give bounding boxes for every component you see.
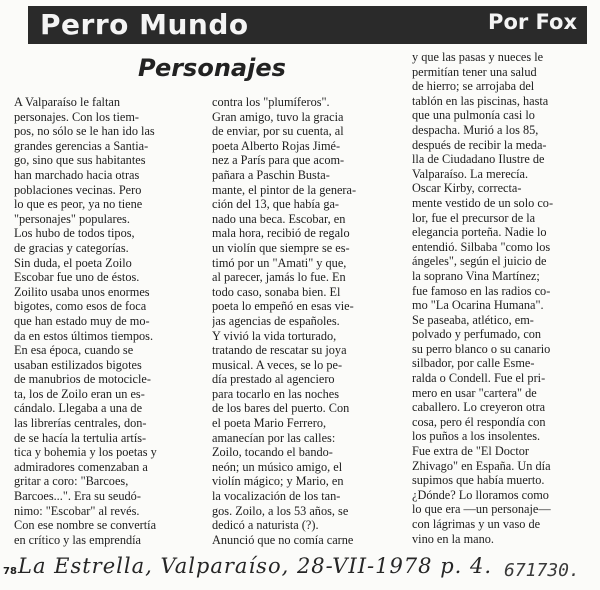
article-line: mante, el pintor de la genera- (212, 182, 357, 197)
section-banner (28, 6, 587, 44)
article-line: fue famoso en las radios co- (412, 283, 551, 298)
article-line: tica y bohemia y los poetas y (14, 445, 157, 460)
article-line: Gran amigo, tuvo la gracia (212, 109, 344, 124)
article-line: dedicó a naturista (?). (212, 518, 319, 533)
article-line: lo que era —un personaje— (412, 502, 551, 517)
article-line: con lágrimas y un vaso de (412, 517, 541, 531)
article-line: poeta lo empeñó en esas vie- (212, 299, 354, 314)
column-author: Por Fox (488, 10, 577, 34)
article-line: grandes gerencias a Santia- (14, 138, 149, 153)
article-line: todo caso, sonaba bien. El (212, 284, 341, 299)
article-line: al parecer, jamás lo fue. En (212, 270, 346, 285)
article-line: día prestado al agenciero (212, 372, 335, 387)
article-line: contra los "plumíferos". (212, 95, 330, 109)
article-line: ción del 13, que había ga- (212, 197, 340, 212)
article-line: lor, fue el precursor de la (412, 210, 536, 225)
article-line: ángeles", según el juicio de (412, 254, 547, 269)
article-line: da en estos últimos tiempos. (14, 328, 154, 343)
article-line: un violín que siempre se es- (212, 240, 350, 255)
article-line: tablón en las piscinas, hasta (412, 93, 549, 108)
article-heading: Personajes (138, 54, 286, 82)
article-line: permitían tener una salud (412, 64, 537, 79)
article-line: y que las pasas y nueces le (412, 50, 544, 64)
article-line: Zhivago" en España. Un día (412, 458, 551, 473)
article-line: mero en usar "cartera" de (412, 385, 537, 400)
article-column-3 (412, 50, 590, 546)
handwritten-source-note: La Estrella, Valparaíso, 28-VII-1978 p. 4. (18, 554, 493, 578)
article-line: Se paseaba, atlético, em- (412, 312, 534, 327)
article-line: Oscar Kirby, correcta- (412, 181, 522, 196)
article-line: caballero. Lo creyeron otra (412, 400, 546, 415)
article-line: silbador, por calle Esme- (412, 356, 535, 371)
article-line: los puños a los insolentes. (412, 429, 541, 444)
article-line: A Valparaíso le faltan (14, 95, 120, 109)
article-line: personajes. Con los tiem- (14, 109, 139, 124)
article-line: mente vestido de un solo co- (412, 195, 554, 210)
article-line: amanecían por las calles: (212, 430, 336, 445)
article-line: supimos que había muerto. (412, 473, 545, 488)
catalog-number: 671730. (504, 560, 580, 581)
article-line: neón; un músico amigo, el (212, 459, 343, 474)
article-line: para tocarlo en las noches (212, 386, 340, 401)
article-line: elegancia porteña. Nadie lo (412, 225, 547, 240)
article-line: su perro blanco o su canario (412, 341, 551, 356)
article-line: musical. A veces, se lo pe- (212, 357, 343, 372)
article-line: han marchado hacia otras (14, 167, 140, 182)
article-line: polvado y perfumado, con (412, 327, 542, 342)
article-line: tratando de rescatar su joya (212, 343, 347, 358)
article-line: vino en la mano. (412, 531, 494, 546)
article-line: nado una beca. Escobar, en (212, 211, 346, 226)
article-column-2 (212, 95, 402, 547)
article-line: la vocalización de los tan- (212, 489, 341, 504)
article-line: "personajes" populares. (14, 211, 130, 226)
article-line: timó por un "Amati" y que, (212, 255, 347, 270)
article-line: bigotes, como esos de foca (14, 299, 147, 314)
article-line: que han estado muy de mo- (14, 313, 150, 328)
column-title: Perro Mundo (40, 8, 249, 41)
article-line: de gracias y categorías. (14, 240, 129, 255)
article-line: Zoilo, tocando el bando- (212, 445, 333, 460)
article-line: de enviar, por su cuenta, al (212, 124, 344, 139)
article-line: de manubrios de motocicle- (14, 372, 151, 387)
article-line: usaban estilizados bigotes (14, 357, 142, 372)
article-column-1 (14, 95, 200, 547)
article-line: mala hora, recibió de regalo (212, 226, 350, 241)
article-line: nez a París para que acom- (212, 153, 345, 168)
article-line: ralda o Condell. Fue el pri- (412, 371, 546, 386)
article-line: despacha. Murió a los 85, (412, 122, 539, 137)
page-number: 78 (3, 566, 17, 577)
article-line: entendió. Silbaba "como los (412, 239, 551, 254)
article-line: lla de Ciudadano Ilustre de (412, 152, 545, 167)
article-line: Valparaíso. La merecía. (412, 166, 529, 181)
article-line: jas agencias de españoles. (212, 313, 340, 328)
clipping-footer (0, 548, 600, 588)
article-line: pos, no sólo se le han ido las (14, 124, 155, 139)
article-line: de hierro; se arrojaba del (412, 79, 535, 94)
article-line: Escobar fue uno de éstos. (14, 270, 140, 285)
article-line: Con ese nombre se convertía (14, 518, 157, 533)
article-line: Anunció que no comía carne (212, 532, 354, 547)
article-line: Zoilito usaba unos enormes (14, 284, 150, 299)
article-line: go, sino que sus habitantes (14, 153, 146, 168)
article-line: cosa, pero él respondía con (412, 414, 546, 429)
article-line: de los bares del puerto. Con (212, 401, 350, 416)
article-line: Los hubo de todos tipos, (14, 226, 135, 241)
article-line: ta, los de Zoilo eran un es- (14, 386, 145, 401)
article-line: lo que es peor, ya no tiene (14, 197, 143, 212)
article-line: el poeta Mario Ferrero, (212, 416, 327, 431)
article-line: poblaciones vecinas. Pero (14, 182, 142, 197)
article-line: ¿Dónde? Lo lloramos como (412, 487, 549, 502)
article-line: de se hacía la tertulia artís- (14, 430, 147, 445)
article-line: Sin duda, el poeta Zoilo (14, 255, 132, 270)
article-line: pañara a Paschin Busta- (212, 167, 330, 182)
article-line: gritar a coro: "Barcoes, (14, 474, 129, 489)
article-line: admiradores comenzaban a (14, 459, 148, 474)
article-line: gos. Zoilo, a los 53 años, se (212, 503, 349, 518)
article-line: Y vivió la vida torturado, (212, 328, 337, 343)
article-line: la soprano Vina Martínez; (412, 268, 540, 283)
article-line: nimo: "Escobar" al revés. (14, 503, 140, 518)
article-line: mo "La Ocarina Humana". (412, 298, 544, 313)
article-line: después de recibir la meda- (412, 137, 547, 152)
article-line: Fue extra de "El Doctor (412, 444, 530, 459)
article-line: violín mágico; y Mario, en (212, 474, 344, 489)
article-line: en crítico y las emprendía (14, 532, 142, 547)
article-line: las librerías centrales, don- (14, 416, 147, 431)
article-line: Barcoes...". Era su seudó- (14, 489, 141, 504)
article-line: En esa época, cuando se (14, 343, 134, 358)
article-line: cándalo. Llegaba a una de (14, 401, 143, 416)
article-line: que una pulmonía casi lo (412, 108, 535, 123)
article-line: poeta Alberto Rojas Jimé- (212, 138, 341, 153)
